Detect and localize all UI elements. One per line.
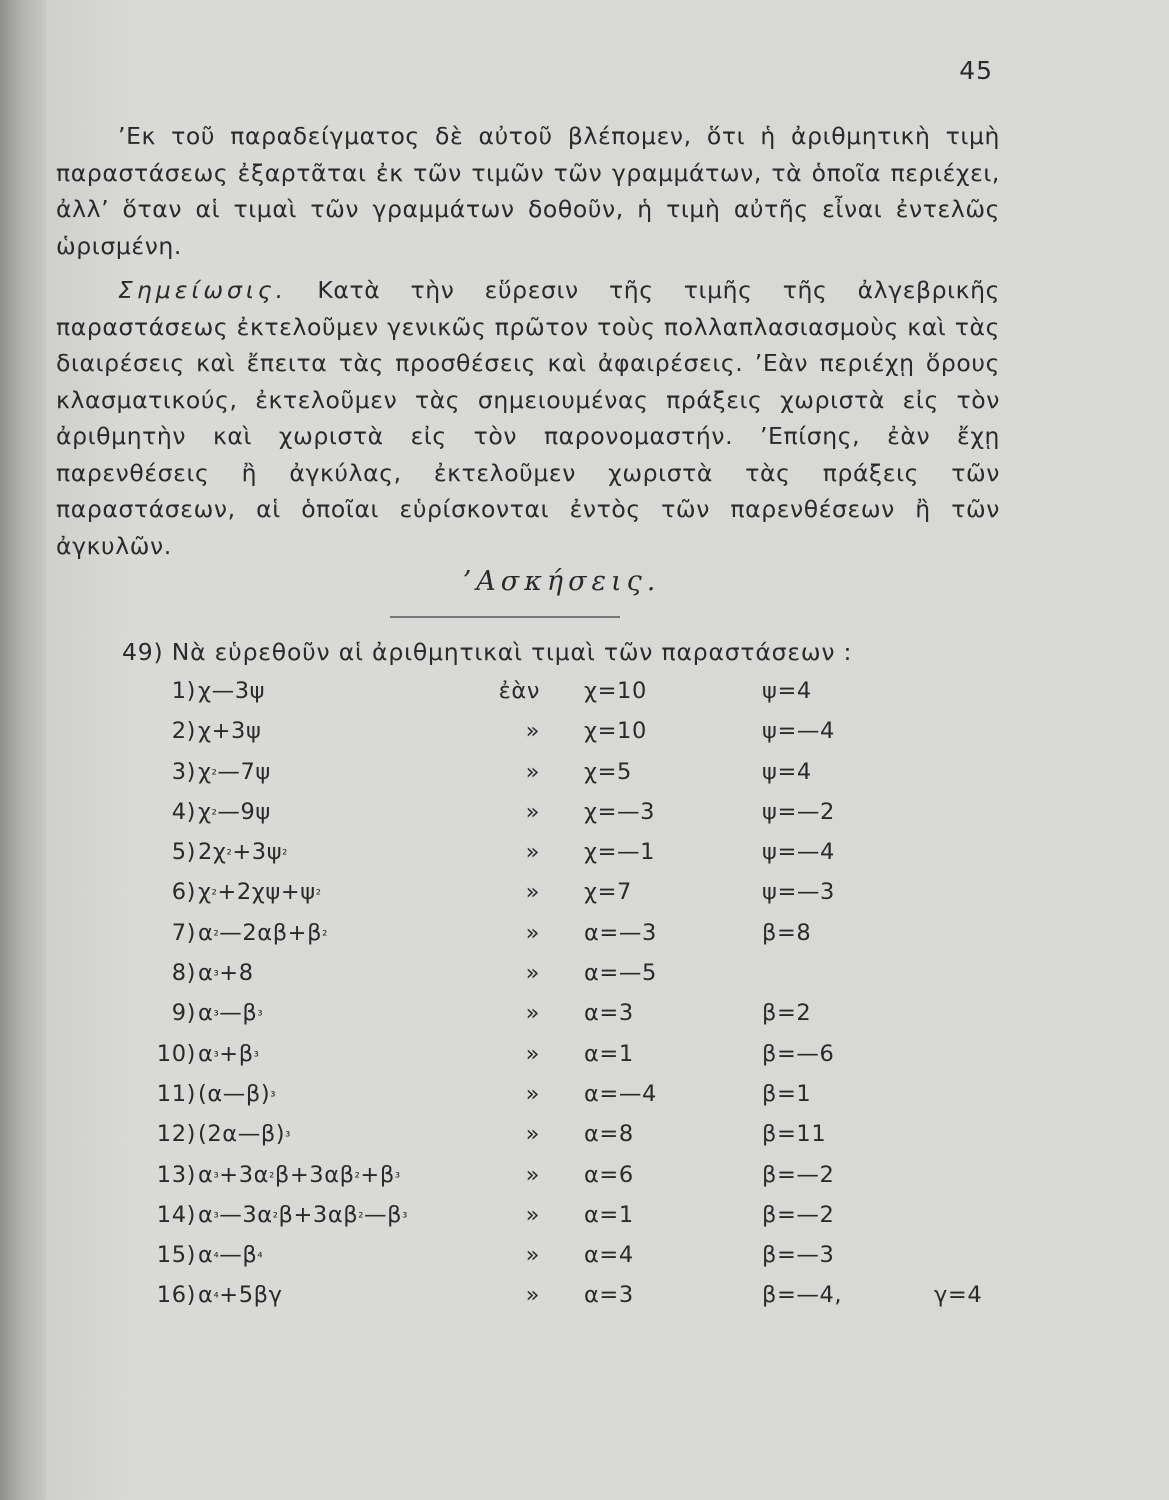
exercise-number: 4) [171,798,196,825]
value-first: α=—4 [584,1080,657,1107]
value-second: ψ=—3 [762,879,835,906]
exercise-list [0,678,1123,1323]
value-second: β=11 [762,1121,827,1148]
value-second: β=—6 [762,1040,835,1067]
exercise-number: 11) [156,1080,196,1107]
exponent: ³ [394,1170,401,1186]
value-first: α=4 [584,1242,634,1269]
exercise-expression [198,879,322,905]
exponent: ³ [213,1210,220,1226]
expression-part: χ+3ψ [198,718,262,745]
expression-part: α [198,919,214,946]
exercise-row [0,879,1123,919]
expression-part: +3α [219,1161,270,1188]
exercise-row [0,960,1123,1000]
exercise-row [0,839,1123,879]
exponent: ³ [213,969,220,985]
exercise-number: 7) [171,919,196,946]
value-second: β=—4, [762,1282,843,1309]
exercise-row [0,799,1123,839]
exercise-row [0,1282,1123,1322]
exercise-number: 8) [171,960,196,987]
value-first: χ=5 [584,758,632,785]
value-second: ψ=—4 [762,839,835,866]
exercise-row [0,678,1123,718]
exercise-row [0,1041,1123,1081]
exercise-number: 1) [171,678,196,704]
condition-word: » [525,1121,540,1148]
value-first: χ=10 [584,678,647,704]
value-second: ψ=4 [762,758,812,785]
exercise-row [0,1000,1123,1040]
exercise-number: 13) [156,1161,196,1188]
value-first: χ=—3 [584,798,656,825]
exercise-expression [198,1041,259,1067]
condition-word: » [525,839,540,866]
note-label: Σημείωσις. [118,276,288,304]
exercise-expression [198,839,288,865]
exercise-expression [198,1000,263,1026]
expression-part: α [198,1282,214,1309]
exponent: ⁴ [257,1251,264,1267]
exponent: ² [272,1210,279,1226]
exercise-row [0,1121,1123,1161]
expression-part: —2αβ+β [219,919,323,946]
exercise-row [0,1162,1123,1202]
expression-part: +β [360,1161,395,1188]
expression-part: —β [219,1000,258,1027]
exercise-expression [198,1242,263,1268]
expression-part: 2χ [198,839,227,866]
expression-part: (α—β) [198,1080,271,1107]
exercise-expression [198,718,261,744]
exponent: ³ [270,1089,277,1105]
condition-word: » [525,798,540,825]
heading-underline [390,616,620,618]
condition-word: » [525,1000,540,1027]
expression-part: β+3αβ [274,1161,355,1188]
expression-part: —7ψ [217,758,271,785]
exponent: ² [315,888,322,904]
expression-part: (2α—β) [198,1121,286,1148]
exercise-number: 12) [156,1121,196,1148]
exercise-expression [198,1121,291,1147]
condition-word: » [525,1040,540,1067]
value-second: ψ=4 [762,678,812,704]
section-heading [0,566,1123,597]
expression-part: +2χψ+ψ [217,879,316,906]
expression-part: —3α [219,1201,273,1228]
exercise-row [0,1081,1123,1121]
expression-part: +8 [219,960,254,987]
condition-word: » [525,919,540,946]
exercise-number: 10) [156,1040,196,1067]
expression-part: α [198,1161,214,1188]
expression-part: α [198,1040,214,1067]
value-first: α=—3 [584,919,657,946]
exercise-row [0,1202,1123,1242]
exponent: ² [282,848,288,864]
exponent: ² [213,928,220,944]
value-second: β=—3 [762,1242,835,1269]
exercise-expression [198,799,271,825]
exercise-number: 15) [156,1242,196,1269]
exercise-expression [198,920,328,946]
exponent: ³ [213,1009,220,1025]
condition-word: » [525,1161,540,1188]
note-text: Κατὰ τὴν εὕρεσιν τῆς τιμῆς τῆς ἀλγεβρικῆς παραστάσεως ἐκτελοῦμεν γενικῶς πρῶτον τοὺς πολλαπλασιασμοὺς καὶ τὰς διαιρέσεις καὶ ἔπειτα τὰς προσθέσεις καὶ ἀφαιρέσεις. ’Εὰν περιέχῃ ὅρους κλασματικούς, ἐκτελοῦμεν τὰς σημειουμένας πράξεις χωριστὰ εἰς τὸν ἀριθμητὴν καὶ χωριστὰ εἰς τὸν παρονομαστήν. ’Επίσης, ἐὰν ἔχῃ παρενθέσεις ἢ ἀγκύλας, ἐκτελοῦμεν χωριστὰ τὰς πράξεις τῶν παραστάσεων, αἱ ὁποῖαι εὑρίσκονται ἐντὸς τῶν παρενθέσεων ἢ τῶν ἀγκυλῶν. [56,276,1001,560]
condition-word: » [525,718,540,745]
exercise-expression [198,678,265,704]
exercise-number: 5) [171,839,196,866]
exercise-expression [198,960,254,986]
value-first: α=1 [584,1040,634,1067]
value-second: β=2 [762,1000,812,1027]
exercise-expression [198,1162,401,1188]
exponent: ³ [213,1170,220,1186]
condition-word: ἐὰν [498,678,540,704]
exponent: ² [322,928,328,944]
paragraph-note [56,272,1000,564]
exponent: ³ [253,1049,260,1065]
exponent: ³ [257,1009,264,1025]
expression-part: χ [198,879,212,906]
exercise-number: 9) [171,1000,196,1027]
exponent: ² [354,1170,361,1186]
condition-word: » [525,1242,540,1269]
value-first: χ=10 [584,718,647,745]
condition-word: » [525,960,540,987]
condition-word: » [525,1282,540,1309]
exponent: ² [211,767,218,783]
exercise-row [0,920,1123,960]
condition-word: » [525,1201,540,1228]
value-first: α=—5 [584,960,657,987]
expression-part: +5βγ [219,1282,283,1309]
value-third: γ=4 [934,1282,983,1309]
expression-part: χ [198,758,212,785]
exercise-expression [198,1282,283,1308]
exercise-number: 6) [171,879,196,906]
exercise-intro: 49) Νὰ εὑρεθοῦν αἱ ἀριθμητικαὶ τιμαὶ τῶν παραστάσεων : [122,638,853,666]
value-second: β=1 [762,1080,812,1107]
exponent: ² [211,888,218,904]
value-first: α=3 [584,1282,634,1309]
expression-part: +3ψ [232,839,283,866]
exercise-row [0,759,1123,799]
expression-part: α [198,1000,214,1027]
exercise-expression [198,759,271,785]
value-second: ψ=—2 [762,798,835,825]
expression-part: —9ψ [217,798,271,825]
exponent: ³ [285,1130,291,1146]
expression-part: α [198,1242,214,1269]
exercise-row [0,718,1123,758]
exercise-number: 16) [156,1282,196,1309]
value-first: α=3 [584,1000,634,1027]
page-number: 45 [959,56,993,85]
exercise-number: 3) [171,758,196,785]
value-second: β=—2 [762,1201,835,1228]
expression-part: χ—3ψ [198,678,266,704]
exercise-expression [198,1081,276,1107]
value-first: χ=7 [584,879,632,906]
expression-part: α [198,1201,214,1228]
value-second: β=—2 [762,1161,835,1188]
value-first: α=1 [584,1201,634,1228]
heading-text: ’Ασκήσεις. [462,566,661,597]
expression-part: —β [219,1242,258,1269]
exercise-row [0,1242,1123,1282]
value-first: α=8 [584,1121,634,1148]
expression-part: χ [198,798,212,825]
value-first: α=6 [584,1161,634,1188]
exercise-number: 14) [156,1201,196,1228]
exponent: ² [269,1170,275,1186]
expression-part: —β [364,1201,403,1228]
exponent: ³ [213,1049,220,1065]
exponent: ⁴ [213,1251,220,1267]
expression-part: β+3αβ [278,1201,359,1228]
exponent: ² [358,1210,365,1226]
exercise-expression [198,1202,408,1228]
value-second: β=8 [762,919,812,946]
note-paragraph [56,272,1000,564]
condition-word: » [525,758,540,785]
condition-word: » [525,879,540,906]
exponent: ² [211,807,218,823]
exercise-number: 2) [171,718,196,745]
value-second: ψ=—4 [762,718,835,745]
paragraph-example-conclusion [56,118,1000,264]
expression-part: α [198,960,214,987]
value-first: χ=—1 [584,839,656,866]
exponent: ³ [402,1210,408,1226]
paragraph-text: ’Εκ τοῦ παραδείγματος δὲ αὐτοῦ βλέπομεν, ὅτι ἡ ἀριθμητικὴ τιμὴ παραστάσεως ἐξαρτᾶται ἐκ τῶν τιμῶν τῶν γραμμάτων, τὰ ὁποῖα περιέχει, ἀλλ’ ὅταν αἱ τιμαὶ τῶν γραμμάτων δοθοῦν, ἡ τιμὴ αὐτῆς εἶναι ἐντελῶς ὡρισμένη. [56,122,1000,260]
exponent: ² [226,848,233,864]
condition-word: » [525,1080,540,1107]
expression-part: +β [219,1040,254,1067]
exponent: ⁴ [213,1291,220,1307]
